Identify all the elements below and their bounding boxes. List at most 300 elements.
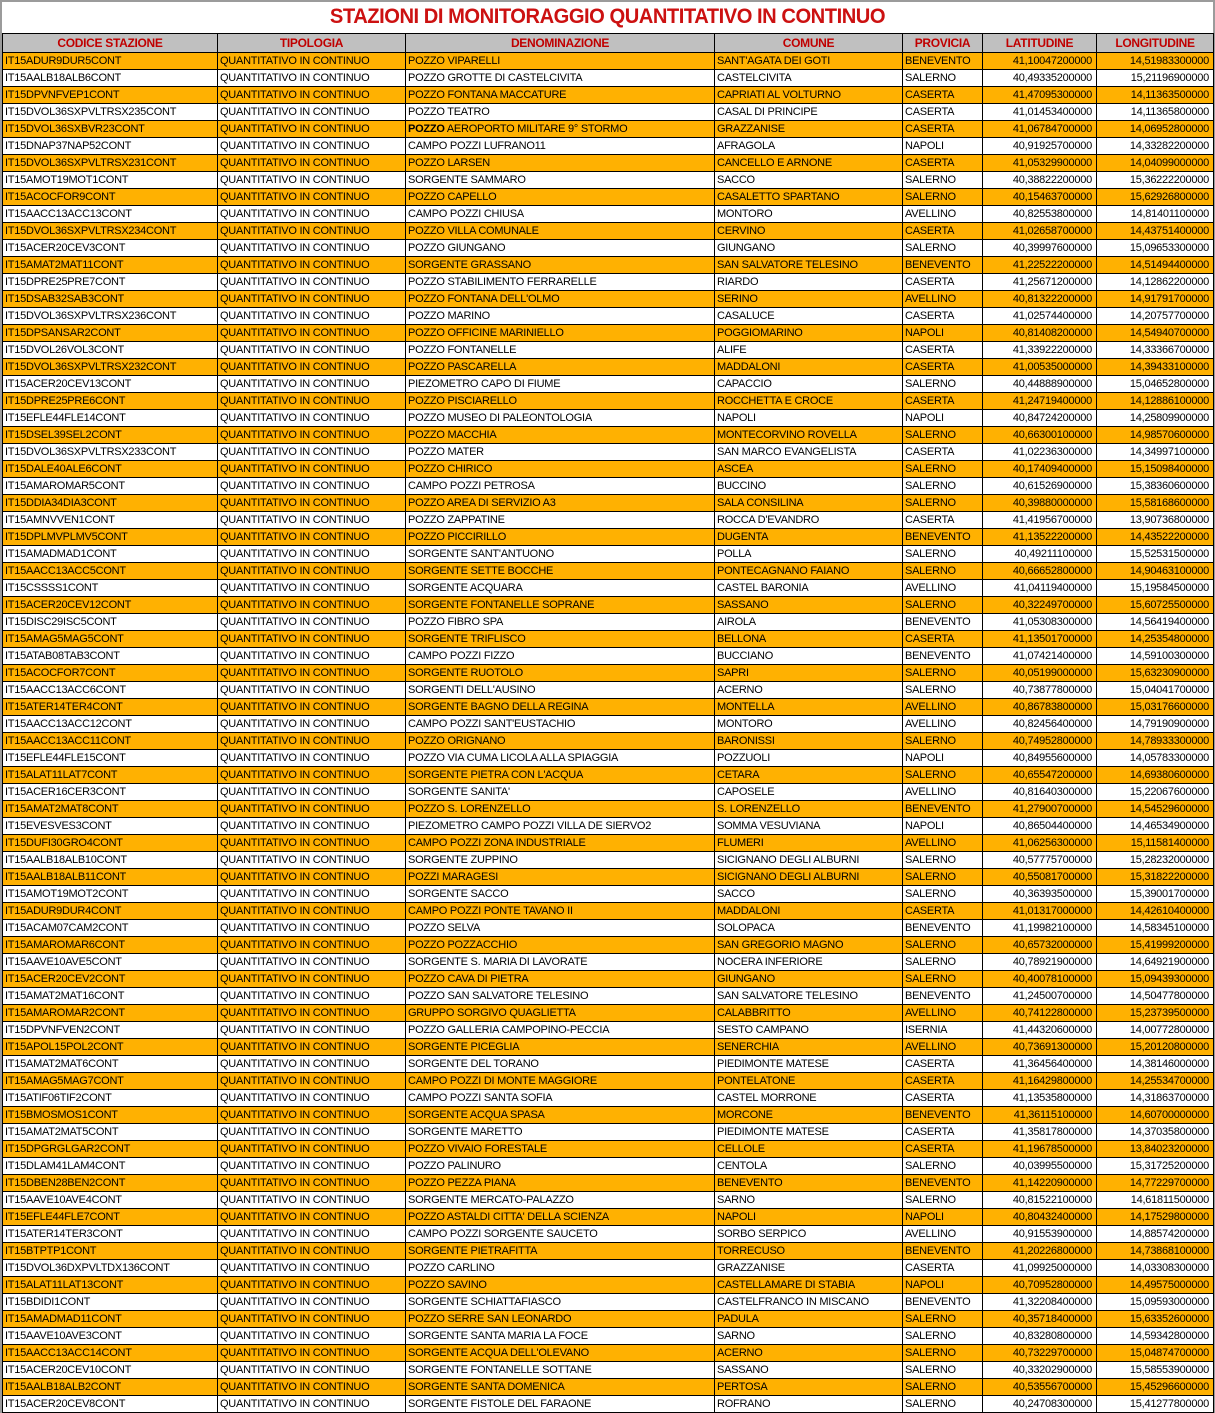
cell-codice-stazione: IT15AMAROMAR6CONT bbox=[3, 937, 218, 954]
cell-latitudine: 41,14220900000 bbox=[983, 1175, 1097, 1192]
cell-tipologia: QUANTITATIVO IN CONTINUO bbox=[218, 1209, 406, 1226]
cell-denominazione: CAMPO POZZI FIZZO bbox=[406, 648, 715, 665]
cell-latitudine: 41,01317000000 bbox=[983, 903, 1097, 920]
cell-longitudine: 14,25354800000 bbox=[1097, 631, 1214, 648]
cell-codice-stazione: IT15BDIDI1CONT bbox=[3, 1294, 218, 1311]
cell-codice-stazione: IT15BTPTP1CONT bbox=[3, 1243, 218, 1260]
cell-comune: MADDALONI bbox=[715, 903, 903, 920]
cell-provicia: CASERTA bbox=[903, 223, 983, 240]
cell-comune: BUCCIANO bbox=[715, 648, 903, 665]
cell-latitudine: 41,25671200000 bbox=[983, 274, 1097, 291]
cell-codice-stazione: IT15DUFI30GRO4CONT bbox=[3, 835, 218, 852]
cell-longitudine: 14,05783300000 bbox=[1097, 750, 1214, 767]
cell-codice-stazione: IT15EFLE44FLE14CONT bbox=[3, 410, 218, 427]
cell-provicia: AVELLINO bbox=[903, 206, 983, 223]
cell-provicia: BENEVENTO bbox=[903, 1107, 983, 1124]
cell-denominazione: SORGENTE SANITA' bbox=[406, 784, 715, 801]
cell-tipologia: QUANTITATIVO IN CONTINUO bbox=[218, 1141, 406, 1158]
cell-comune: CAPRIATI AL VOLTURNO bbox=[715, 87, 903, 104]
page-title: STAZIONI DI MONITORAGGIO QUANTITATIVO IN CONTINUO bbox=[329, 5, 886, 28]
cell-latitudine: 40,36393500000 bbox=[983, 886, 1097, 903]
cell-provicia: CASERTA bbox=[903, 631, 983, 648]
cell-latitudine: 41,13522200000 bbox=[983, 529, 1097, 546]
cell-latitudine: 40,81522100000 bbox=[983, 1192, 1097, 1209]
cell-codice-stazione: IT15ATER14TER3CONT bbox=[3, 1226, 218, 1243]
cell-codice-stazione: IT15DPRE25PRE6CONT bbox=[3, 393, 218, 410]
cell-latitudine: 41,09925000000 bbox=[983, 1260, 1097, 1277]
cell-longitudine: 15,04652800000 bbox=[1097, 376, 1214, 393]
cell-tipologia: QUANTITATIVO IN CONTINUO bbox=[218, 631, 406, 648]
cell-latitudine: 40,86783800000 bbox=[983, 699, 1097, 716]
cell-tipologia: QUANTITATIVO IN CONTINUO bbox=[218, 1311, 406, 1328]
table-row bbox=[3, 1226, 1214, 1243]
cell-longitudine: 14,39433100000 bbox=[1097, 359, 1214, 376]
cell-codice-stazione: IT15AMAT2MAT8CONT bbox=[3, 801, 218, 818]
cell-latitudine: 41,35817800000 bbox=[983, 1124, 1097, 1141]
table-row bbox=[3, 699, 1214, 716]
cell-tipologia: QUANTITATIVO IN CONTINUO bbox=[218, 903, 406, 920]
cell-denominazione: SORGENTE SANTA MARIA LA FOCE bbox=[406, 1328, 715, 1345]
cell-codice-stazione: IT15AACC13ACC13CONT bbox=[3, 206, 218, 223]
cell-longitudine: 15,60725500000 bbox=[1097, 597, 1214, 614]
cell-codice-stazione: IT15DVOL36SXBVR23CONT bbox=[3, 121, 218, 138]
cell-comune: MADDALONI bbox=[715, 359, 903, 376]
table-row bbox=[3, 852, 1214, 869]
table-row bbox=[3, 410, 1214, 427]
cell-denominazione: POZZO CARLINO bbox=[406, 1260, 715, 1277]
table-row bbox=[3, 189, 1214, 206]
cell-codice-stazione: IT15ACAM07CAM2CONT bbox=[3, 920, 218, 937]
cell-codice-stazione: IT15AACC13ACC14CONT bbox=[3, 1345, 218, 1362]
cell-denominazione: CAMPO POZZI DI MONTE MAGGIORE bbox=[406, 1073, 715, 1090]
cell-denominazione: SORGENTE PICEGLIA bbox=[406, 1039, 715, 1056]
cell-codice-stazione: IT15AALB18ALB6CONT bbox=[3, 70, 218, 87]
cell-tipologia: QUANTITATIVO IN CONTINUO bbox=[218, 1005, 406, 1022]
cell-longitudine: 15,52531500000 bbox=[1097, 546, 1214, 563]
table-row bbox=[3, 495, 1214, 512]
cell-comune: MONTECORVINO ROVELLA bbox=[715, 427, 903, 444]
cell-tipologia: QUANTITATIVO IN CONTINUO bbox=[218, 529, 406, 546]
cell-comune: CASALETTO SPARTANO bbox=[715, 189, 903, 206]
cell-latitudine: 40,91553900000 bbox=[983, 1226, 1097, 1243]
cell-comune: CANCELLO E ARNONE bbox=[715, 155, 903, 172]
cell-provicia: SALERNO bbox=[903, 665, 983, 682]
cell-tipologia: QUANTITATIVO IN CONTINUO bbox=[218, 563, 406, 580]
cell-provicia: BENEVENTO bbox=[903, 53, 983, 70]
cell-denominazione: POZZO MUSEO DI PALEONTOLOGIA bbox=[406, 410, 715, 427]
cell-latitudine: 41,41956700000 bbox=[983, 512, 1097, 529]
cell-comune: GIUNGANO bbox=[715, 971, 903, 988]
cell-provicia: SALERNO bbox=[903, 1192, 983, 1209]
table-row bbox=[3, 1107, 1214, 1124]
cell-codice-stazione: IT15AAVE10AVE5CONT bbox=[3, 954, 218, 971]
cell-denominazione: POZZO SERRE SAN LEONARDO bbox=[406, 1311, 715, 1328]
cell-denominazione: SORGENTE FONTANELLE SOPRANE bbox=[406, 597, 715, 614]
cell-codice-stazione: IT15ADUR9DUR5CONT bbox=[3, 53, 218, 70]
cell-latitudine: 40,73229700000 bbox=[983, 1345, 1097, 1362]
cell-codice-stazione: IT15ACER20CEV10CONT bbox=[3, 1362, 218, 1379]
table-row bbox=[3, 1260, 1214, 1277]
cell-provicia: AVELLINO bbox=[903, 784, 983, 801]
cell-longitudine: 13,84023200000 bbox=[1097, 1141, 1214, 1158]
cell-codice-stazione: IT15DVOL36SXPVLTRSX235CONT bbox=[3, 104, 218, 121]
cell-tipologia: QUANTITATIVO IN CONTINUO bbox=[218, 104, 406, 121]
cell-codice-stazione: IT15DSEL39SEL2CONT bbox=[3, 427, 218, 444]
cell-denominazione: POZZO MATER bbox=[406, 444, 715, 461]
cell-provicia: CASERTA bbox=[903, 104, 983, 121]
cell-denominazione: SORGENTE TRIFLISCO bbox=[406, 631, 715, 648]
cell-provicia: SALERNO bbox=[903, 937, 983, 954]
cell-tipologia: QUANTITATIVO IN CONTINUO bbox=[218, 172, 406, 189]
cell-longitudine: 14,11363500000 bbox=[1097, 87, 1214, 104]
cell-longitudine: 15,41999200000 bbox=[1097, 937, 1214, 954]
cell-longitudine: 15,09439300000 bbox=[1097, 971, 1214, 988]
cell-comune: SACCO bbox=[715, 886, 903, 903]
cell-provicia: SALERNO bbox=[903, 546, 983, 563]
cell-tipologia: QUANTITATIVO IN CONTINUO bbox=[218, 512, 406, 529]
cell-comune: PADULA bbox=[715, 1311, 903, 1328]
cell-latitudine: 40,49211100000 bbox=[983, 546, 1097, 563]
cell-provicia: CASERTA bbox=[903, 155, 983, 172]
cell-provicia: ISERNIA bbox=[903, 1022, 983, 1039]
cell-latitudine: 41,01453400000 bbox=[983, 104, 1097, 121]
cell-provicia: CASERTA bbox=[903, 308, 983, 325]
table-row bbox=[3, 257, 1214, 274]
cell-tipologia: QUANTITATIVO IN CONTINUO bbox=[218, 240, 406, 257]
cell-comune: BENEVENTO bbox=[715, 1175, 903, 1192]
cell-denominazione: SORGENTE FISTOLE DEL FARAONE bbox=[406, 1396, 715, 1413]
cell-tipologia: QUANTITATIVO IN CONTINUO bbox=[218, 359, 406, 376]
cell-denominazione: POZZO TEATRO bbox=[406, 104, 715, 121]
cell-longitudine: 14,54940700000 bbox=[1097, 325, 1214, 342]
cell-longitudine: 14,54529600000 bbox=[1097, 801, 1214, 818]
cell-tipologia: QUANTITATIVO IN CONTINUO bbox=[218, 461, 406, 478]
cell-latitudine: 40,84955600000 bbox=[983, 750, 1097, 767]
cell-provicia: NAPOLI bbox=[903, 1277, 983, 1294]
cell-tipologia: QUANTITATIVO IN CONTINUO bbox=[218, 189, 406, 206]
cell-denominazione: POZZO CAVA DI PIETRA bbox=[406, 971, 715, 988]
cell-codice-stazione: IT15DPVNFVEP1CONT bbox=[3, 87, 218, 104]
cell-latitudine: 41,05329900000 bbox=[983, 155, 1097, 172]
cell-codice-stazione: IT15ACER20CEV8CONT bbox=[3, 1396, 218, 1413]
cell-denominazione: POZZO POZZACCHIO bbox=[406, 937, 715, 954]
table-row bbox=[3, 835, 1214, 852]
cell-latitudine: 40,65547200000 bbox=[983, 767, 1097, 784]
cell-comune: SOLOPACA bbox=[715, 920, 903, 937]
cell-tipologia: QUANTITATIVO IN CONTINUO bbox=[218, 1226, 406, 1243]
cell-comune: SENERCHIA bbox=[715, 1039, 903, 1056]
cell-comune: POLLA bbox=[715, 546, 903, 563]
cell-tipologia: QUANTITATIVO IN CONTINUO bbox=[218, 1039, 406, 1056]
cell-denominazione: SORGENTE GRASSANO bbox=[406, 257, 715, 274]
cell-longitudine: 15,41277800000 bbox=[1097, 1396, 1214, 1413]
table-row bbox=[3, 1090, 1214, 1107]
table-row bbox=[3, 1209, 1214, 1226]
cell-longitudine: 14,20757700000 bbox=[1097, 308, 1214, 325]
cell-denominazione: POZZO ASTALDI CITTA' DELLA SCIENZA bbox=[406, 1209, 715, 1226]
cell-tipologia: QUANTITATIVO IN CONTINUO bbox=[218, 138, 406, 155]
cell-longitudine: 15,23739500000 bbox=[1097, 1005, 1214, 1022]
cell-longitudine: 14,88574200000 bbox=[1097, 1226, 1214, 1243]
cell-comune: SAN MARCO EVANGELISTA bbox=[715, 444, 903, 461]
cell-latitudine: 40,35718400000 bbox=[983, 1311, 1097, 1328]
cell-latitudine: 40,84724200000 bbox=[983, 410, 1097, 427]
table-row bbox=[3, 1141, 1214, 1158]
cell-denominazione: PIEZOMETRO CAPO DI FIUME bbox=[406, 376, 715, 393]
cell-denominazione: POZZO CHIRICO bbox=[406, 461, 715, 478]
cell-denominazione: SORGENTE SACCO bbox=[406, 886, 715, 903]
cell-provicia: BENEVENTO bbox=[903, 529, 983, 546]
cell-longitudine: 15,58168600000 bbox=[1097, 495, 1214, 512]
cell-denominazione: SORGENTE SCHIATTAFIASCO bbox=[406, 1294, 715, 1311]
cell-comune: GRAZZANISE bbox=[715, 121, 903, 138]
cell-denominazione: CAMPO POZZI SANTA SOFIA bbox=[406, 1090, 715, 1107]
cell-longitudine: 14,50477800000 bbox=[1097, 988, 1214, 1005]
cell-latitudine: 41,04119400000 bbox=[983, 580, 1097, 597]
cell-latitudine: 40,82456400000 bbox=[983, 716, 1097, 733]
cell-codice-stazione: IT15AACC13ACC6CONT bbox=[3, 682, 218, 699]
cell-denominazione: SORGENTE DEL TORANO bbox=[406, 1056, 715, 1073]
cell-denominazione: POZZO ZAPPATINE bbox=[406, 512, 715, 529]
table-row bbox=[3, 1175, 1214, 1192]
cell-provicia: SALERNO bbox=[903, 971, 983, 988]
column-header-tipologia: TIPOLOGIA bbox=[218, 34, 406, 53]
cell-denominazione: SORGENTE SAMMARO bbox=[406, 172, 715, 189]
cell-denominazione: CAMPO POZZI LUFRANO11 bbox=[406, 138, 715, 155]
cell-provicia: BENEVENTO bbox=[903, 920, 983, 937]
cell-comune: CERVINO bbox=[715, 223, 903, 240]
table-row bbox=[3, 1277, 1214, 1294]
cell-longitudine: 14,43751400000 bbox=[1097, 223, 1214, 240]
table-row bbox=[3, 274, 1214, 291]
cell-latitudine: 40,44888900000 bbox=[983, 376, 1097, 393]
cell-tipologia: QUANTITATIVO IN CONTINUO bbox=[218, 291, 406, 308]
cell-provicia: CASERTA bbox=[903, 1141, 983, 1158]
cell-comune: SALA CONSILINA bbox=[715, 495, 903, 512]
cell-codice-stazione: IT15DBEN28BEN2CONT bbox=[3, 1175, 218, 1192]
cell-denominazione: POZZO FONTANA DELL'OLMO bbox=[406, 291, 715, 308]
cell-comune: MORCONE bbox=[715, 1107, 903, 1124]
table-body bbox=[3, 53, 1214, 1413]
cell-comune: SICIGNANO DEGLI ALBURNI bbox=[715, 852, 903, 869]
cell-latitudine: 41,27900700000 bbox=[983, 801, 1097, 818]
cell-provicia: SALERNO bbox=[903, 597, 983, 614]
cell-provicia: CASERTA bbox=[903, 903, 983, 920]
cell-latitudine: 41,06256300000 bbox=[983, 835, 1097, 852]
table-row bbox=[3, 53, 1214, 70]
cell-longitudine: 14,03308300000 bbox=[1097, 1260, 1214, 1277]
cell-provicia: CASERTA bbox=[903, 121, 983, 138]
cell-comune: CASTEL BARONIA bbox=[715, 580, 903, 597]
cell-tipologia: QUANTITATIVO IN CONTINUO bbox=[218, 1124, 406, 1141]
cell-denominazione: SORGENTE MERCATO-PALAZZO bbox=[406, 1192, 715, 1209]
cell-codice-stazione: IT15ACER20CEV3CONT bbox=[3, 240, 218, 257]
cell-tipologia: QUANTITATIVO IN CONTINUO bbox=[218, 257, 406, 274]
cell-comune: FLUMERI bbox=[715, 835, 903, 852]
cell-provicia: BENEVENTO bbox=[903, 1294, 983, 1311]
cell-latitudine: 40,81640300000 bbox=[983, 784, 1097, 801]
cell-codice-stazione: IT15DVOL36SXPVLTRSX233CONT bbox=[3, 444, 218, 461]
table-row bbox=[3, 818, 1214, 835]
cell-comune: SOMMA VESUVIANA bbox=[715, 818, 903, 835]
cell-provicia: AVELLINO bbox=[903, 1039, 983, 1056]
table-row bbox=[3, 648, 1214, 665]
cell-codice-stazione: IT15EFLE44FLE7CONT bbox=[3, 1209, 218, 1226]
cell-denominazione: POZZO FONTANA MACCATURE bbox=[406, 87, 715, 104]
table-row bbox=[3, 104, 1214, 121]
cell-codice-stazione: IT15AALB18ALB11CONT bbox=[3, 869, 218, 886]
table-row bbox=[3, 784, 1214, 801]
cell-tipologia: QUANTITATIVO IN CONTINUO bbox=[218, 954, 406, 971]
cell-latitudine: 40,86504400000 bbox=[983, 818, 1097, 835]
cell-denominazione: POZZO PEZZA PIANA bbox=[406, 1175, 715, 1192]
cell-provicia: BENEVENTO bbox=[903, 988, 983, 1005]
cell-tipologia: QUANTITATIVO IN CONTINUO bbox=[218, 342, 406, 359]
cell-longitudine: 14,31863700000 bbox=[1097, 1090, 1214, 1107]
cell-tipologia: QUANTITATIVO IN CONTINUO bbox=[218, 1328, 406, 1345]
cell-denominazione: CAMPO POZZI ZONA INDUSTRIALE bbox=[406, 835, 715, 852]
cell-tipologia: QUANTITATIVO IN CONTINUO bbox=[218, 1107, 406, 1124]
cell-longitudine: 15,09593000000 bbox=[1097, 1294, 1214, 1311]
cell-provicia: CASERTA bbox=[903, 512, 983, 529]
cell-longitudine: 14,37035800000 bbox=[1097, 1124, 1214, 1141]
cell-provicia: CASERTA bbox=[903, 444, 983, 461]
cell-codice-stazione: IT15DVOL36SXPVLTRSX234CONT bbox=[3, 223, 218, 240]
table-row bbox=[3, 393, 1214, 410]
cell-codice-stazione: IT15DLAM41LAM4CONT bbox=[3, 1158, 218, 1175]
cell-longitudine: 14,11365800000 bbox=[1097, 104, 1214, 121]
cell-longitudine: 15,22067600000 bbox=[1097, 784, 1214, 801]
cell-provicia: CASERTA bbox=[903, 1090, 983, 1107]
table-row bbox=[3, 359, 1214, 376]
cell-denominazione: POZZO SELVA bbox=[406, 920, 715, 937]
cell-tipologia: QUANTITATIVO IN CONTINUO bbox=[218, 1277, 406, 1294]
cell-longitudine: 14,58345100000 bbox=[1097, 920, 1214, 937]
cell-longitudine: 15,58553900000 bbox=[1097, 1362, 1214, 1379]
cell-longitudine: 15,04874700000 bbox=[1097, 1345, 1214, 1362]
cell-denominazione: POZZO FONTANELLE bbox=[406, 342, 715, 359]
cell-tipologia: QUANTITATIVO IN CONTINUO bbox=[218, 274, 406, 291]
cell-codice-stazione: IT15AACC13ACC12CONT bbox=[3, 716, 218, 733]
cell-latitudine: 40,32249700000 bbox=[983, 597, 1097, 614]
cell-provicia: SALERNO bbox=[903, 682, 983, 699]
table-row bbox=[3, 138, 1214, 155]
cell-latitudine: 40,39997600000 bbox=[983, 240, 1097, 257]
table-row bbox=[3, 971, 1214, 988]
cell-comune: CASTELFRANCO IN MISCANO bbox=[715, 1294, 903, 1311]
cell-denominazione: SORGENTE SETTE BOCCHE bbox=[406, 563, 715, 580]
cell-comune: ROCCA D'EVANDRO bbox=[715, 512, 903, 529]
cell-longitudine: 15,38360600000 bbox=[1097, 478, 1214, 495]
cell-latitudine: 40,61526900000 bbox=[983, 478, 1097, 495]
cell-longitudine: 15,31725200000 bbox=[1097, 1158, 1214, 1175]
table-row bbox=[3, 1056, 1214, 1073]
cell-tipologia: QUANTITATIVO IN CONTINUO bbox=[218, 325, 406, 342]
cell-latitudine: 40,65732000000 bbox=[983, 937, 1097, 954]
cell-denominazione: CAMPO POZZI CHIUSA bbox=[406, 206, 715, 223]
cell-denominazione: POZZO MACCHIA bbox=[406, 427, 715, 444]
cell-latitudine: 40,91925700000 bbox=[983, 138, 1097, 155]
table-row bbox=[3, 1073, 1214, 1090]
cell-latitudine: 41,22522200000 bbox=[983, 257, 1097, 274]
table-row bbox=[3, 580, 1214, 597]
cell-comune: SASSANO bbox=[715, 597, 903, 614]
cell-latitudine: 41,33922200000 bbox=[983, 342, 1097, 359]
cell-comune: NAPOLI bbox=[715, 1209, 903, 1226]
cell-codice-stazione: IT15EVESVES3CONT bbox=[3, 818, 218, 835]
cell-codice-stazione: IT15AMOT19MOT1CONT bbox=[3, 172, 218, 189]
table-row bbox=[3, 1396, 1214, 1413]
table-header bbox=[3, 34, 1214, 53]
cell-comune: ACERNO bbox=[715, 1345, 903, 1362]
table-row bbox=[3, 1379, 1214, 1396]
cell-comune: ASCEA bbox=[715, 461, 903, 478]
cell-tipologia: QUANTITATIVO IN CONTINUO bbox=[218, 1243, 406, 1260]
cell-codice-stazione: IT15DPVNFVEN2CONT bbox=[3, 1022, 218, 1039]
table-row bbox=[3, 665, 1214, 682]
cell-provicia: AVELLINO bbox=[903, 699, 983, 716]
cell-denominazione: POZZO LARSEN bbox=[406, 155, 715, 172]
cell-denominazione: SORGENTE MARETTO bbox=[406, 1124, 715, 1141]
cell-denominazione: SORGENTE ZUPPINO bbox=[406, 852, 715, 869]
cell-comune: PIEDIMONTE MATESE bbox=[715, 1056, 903, 1073]
cell-denominazione: SORGENTE SANTA DOMENICA bbox=[406, 1379, 715, 1396]
cell-provicia: SALERNO bbox=[903, 70, 983, 87]
cell-tipologia: QUANTITATIVO IN CONTINUO bbox=[218, 206, 406, 223]
cell-codice-stazione: IT15AMNVVEN1CONT bbox=[3, 512, 218, 529]
table-row bbox=[3, 1362, 1214, 1379]
table-row bbox=[3, 155, 1214, 172]
cell-codice-stazione: IT15DALE40ALE6CONT bbox=[3, 461, 218, 478]
cell-comune: NOCERA INFERIORE bbox=[715, 954, 903, 971]
cell-latitudine: 41,36115100000 bbox=[983, 1107, 1097, 1124]
cell-comune: BUCCINO bbox=[715, 478, 903, 495]
cell-codice-stazione: IT15ACER16CER3CONT bbox=[3, 784, 218, 801]
cell-codice-stazione: IT15BMOSMOS1CONT bbox=[3, 1107, 218, 1124]
cell-denominazione: SORGENTE ACQUARA bbox=[406, 580, 715, 597]
cell-longitudine: 15,63230900000 bbox=[1097, 665, 1214, 682]
cell-latitudine: 41,44320600000 bbox=[983, 1022, 1097, 1039]
cell-denominazione: POZZO PALINURO bbox=[406, 1158, 715, 1175]
cell-longitudine: 14,90463100000 bbox=[1097, 563, 1214, 580]
cell-provicia: CASERTA bbox=[903, 274, 983, 291]
cell-tipologia: QUANTITATIVO IN CONTINUO bbox=[218, 920, 406, 937]
cell-comune: CENTOLA bbox=[715, 1158, 903, 1175]
cell-longitudine: 14,61811500000 bbox=[1097, 1192, 1214, 1209]
cell-comune: BARONISSI bbox=[715, 733, 903, 750]
cell-latitudine: 41,36456400000 bbox=[983, 1056, 1097, 1073]
cell-latitudine: 41,02236300000 bbox=[983, 444, 1097, 461]
cell-provicia: BENEVENTO bbox=[903, 614, 983, 631]
cell-codice-stazione: IT15ATER14TER4CONT bbox=[3, 699, 218, 716]
cell-denominazione: POZZO SAVINO bbox=[406, 1277, 715, 1294]
cell-denominazione: SORGENTE PIETRAFITTA bbox=[406, 1243, 715, 1260]
cell-denominazione: POZZO SAN SALVATORE TELESINO bbox=[406, 988, 715, 1005]
cell-longitudine: 14,25809900000 bbox=[1097, 410, 1214, 427]
cell-provicia: SALERNO bbox=[903, 1379, 983, 1396]
cell-provicia: CASERTA bbox=[903, 1073, 983, 1090]
cell-comune: SESTO CAMPANO bbox=[715, 1022, 903, 1039]
cell-tipologia: QUANTITATIVO IN CONTINUO bbox=[218, 1362, 406, 1379]
cell-comune: CASTELLAMARE DI STABIA bbox=[715, 1277, 903, 1294]
cell-latitudine: 41,32208400000 bbox=[983, 1294, 1097, 1311]
cell-comune: SAN GREGORIO MAGNO bbox=[715, 937, 903, 954]
cell-latitudine: 40,39880000000 bbox=[983, 495, 1097, 512]
cell-provicia: SALERNO bbox=[903, 1311, 983, 1328]
cell-longitudine: 14,34997100000 bbox=[1097, 444, 1214, 461]
cell-longitudine: 14,78933300000 bbox=[1097, 733, 1214, 750]
cell-longitudine: 15,09653300000 bbox=[1097, 240, 1214, 257]
